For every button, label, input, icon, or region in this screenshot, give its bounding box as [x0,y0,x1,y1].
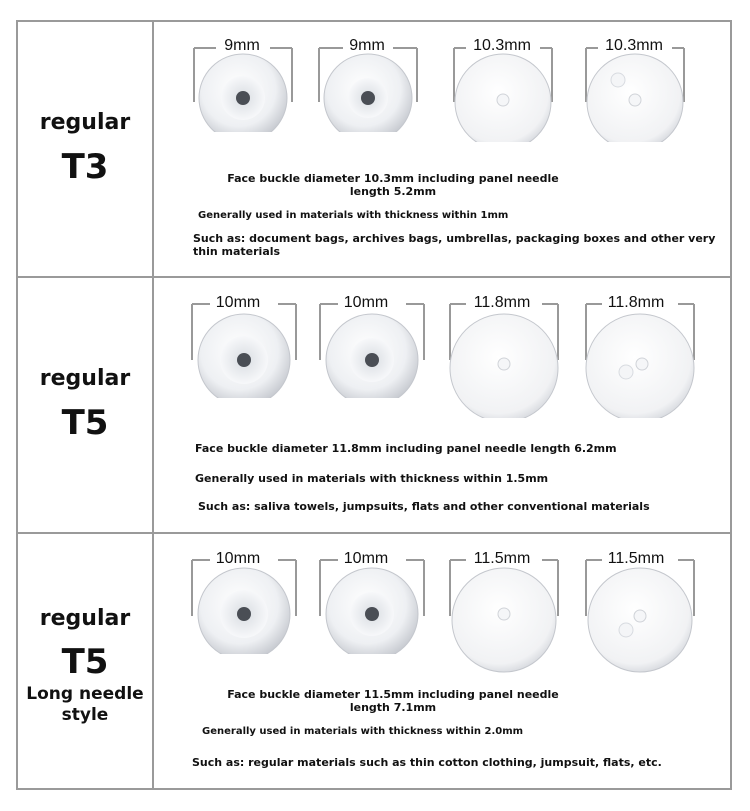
row-label [18,22,154,276]
cap-button-icon [444,298,564,418]
dimension-label: 9mm [349,37,385,54]
dimension-label: 10mm [215,294,261,311]
row-t5-long-needle [18,534,730,788]
description-diameter: Face buckle diameter 11.8mm including panel needle length 6.2mm [195,442,617,455]
description-thickness: Generally used in materials with thickness within 1.5mm [195,472,549,485]
socket-button-icon [313,42,423,132]
category-label: regular [39,110,131,135]
type-label: T5 [61,642,109,682]
type-label: T3 [61,147,109,187]
dimension-label: 10mm [343,294,389,311]
dimension-label: 10mm [215,550,261,567]
cap-button-icon [444,554,564,674]
socket-button-icon [314,554,430,654]
description-thickness: Generally used in materials with thickness within 1mm [198,210,509,221]
dimension-label: 11.8mm [473,294,531,311]
dimension-label: 11.5mm [473,550,531,567]
description-thickness: Generally used in materials with thickness within 2.0mm [202,726,524,737]
description-examples: Such as: document bags, archives bags, umbrellas, packaging boxes and other very thin materials [193,232,716,258]
dimension-label: 10mm [343,550,389,567]
socket-button-icon [186,298,302,398]
category-label: regular [39,606,131,631]
dimension-label: 10.3mm [473,37,531,54]
socket-button-icon [314,298,430,398]
dimension-label: 10.3mm [605,37,663,54]
description-examples: Such as: regular materials such as thin cotton clothing, jumpsuit, flats, etc. [192,756,662,769]
cap-button-icon [580,298,700,418]
cap-button-icon [448,42,558,142]
description-diameter: Face buckle diameter 11.5mm including panel needle length 7.1mm [227,688,559,714]
type-label: T5 [61,403,109,443]
spec-table [16,20,732,790]
row-t3 [18,22,730,278]
dimension-label: 11.8mm [607,294,665,311]
subtitle-label: Long needle style [26,684,144,725]
cap-button-icon [580,42,690,142]
dimension-label: 9mm [224,37,260,54]
row-label [18,278,154,532]
row-t5 [18,278,730,534]
dimension-label: 11.5mm [607,550,665,567]
cap-button-icon [580,554,700,674]
description-examples: Such as: saliva towels, jumpsuits, flats and other conventional materials [198,500,650,513]
category-label: regular [39,366,131,391]
description-diameter: Face buckle diameter 10.3mm including panel needle length 5.2mm [227,172,559,198]
socket-button-icon [186,554,302,654]
row-label [18,534,154,788]
socket-button-icon [188,42,298,132]
